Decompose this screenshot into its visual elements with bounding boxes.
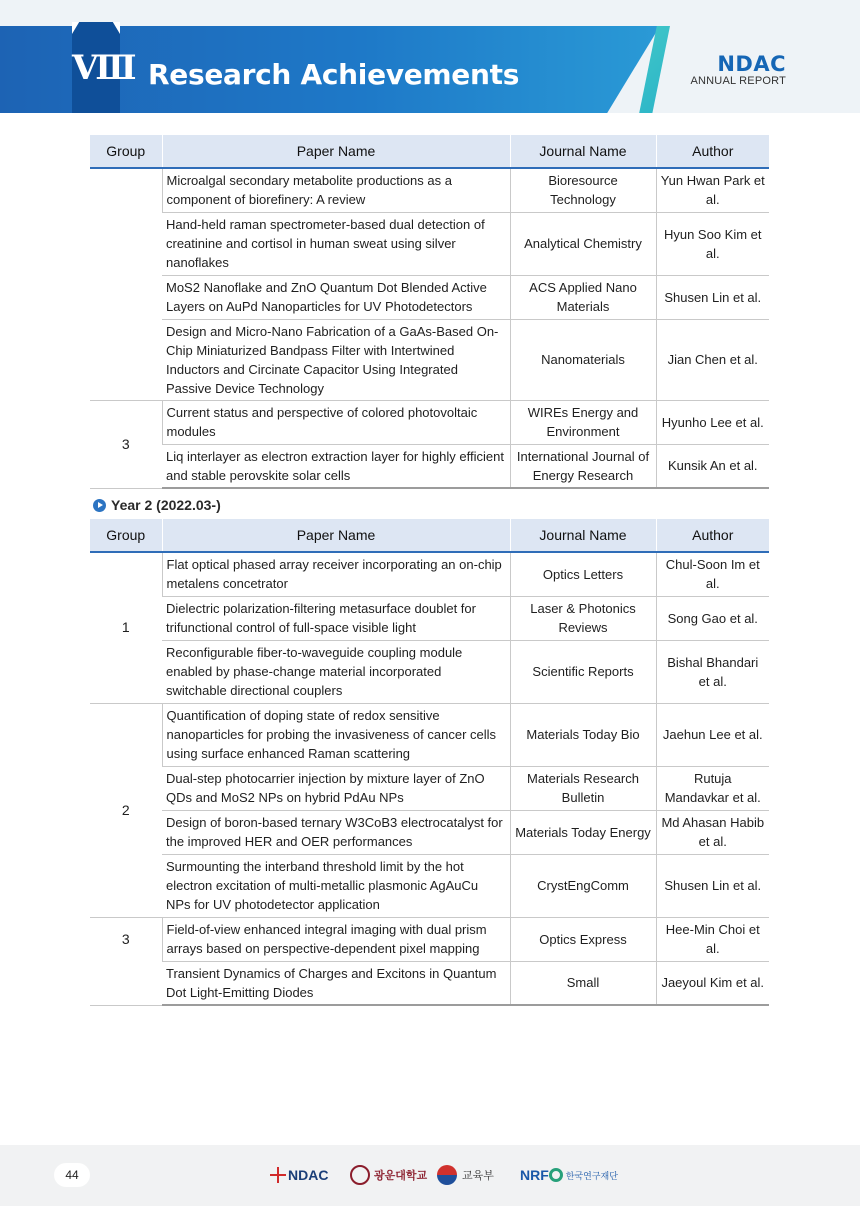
author-cell: Hyunho Lee et al. <box>656 400 769 444</box>
group-cell: 2 <box>90 703 162 917</box>
paper-cell: Dual-step photocarrier injection by mixture layer of ZnO QDs and MoS2 NPs on hybrid PdAu NPs <box>162 766 510 810</box>
journal-cell: Optics Letters <box>510 552 656 596</box>
chapter-number: Ⅷ <box>72 48 135 88</box>
taeguk-icon <box>437 1165 457 1185</box>
table-row <box>90 854 769 917</box>
university-seal-icon <box>350 1165 370 1185</box>
table-row <box>90 917 769 961</box>
page-title: Research Achievements <box>148 58 520 91</box>
author-cell: Jaeyoul Kim et al. <box>656 961 769 1005</box>
journal-cell: Scientific Reports <box>510 640 656 703</box>
brand-name: NDAC <box>717 52 786 76</box>
table-row <box>90 319 769 400</box>
brand-subtitle: ANNUAL REPORT <box>690 75 786 87</box>
table-row <box>90 275 769 319</box>
paper-cell: Quantification of doping state of redox sensitive nanoparticles for probing the invasiveness of cancer cells using surface enhanced Raman scattering <box>162 703 510 766</box>
author-cell: Jian Chen et al. <box>656 319 769 400</box>
author-cell: Hyun Soo Kim et al. <box>656 212 769 275</box>
author-cell: Shusen Lin et al. <box>656 854 769 917</box>
moe-logo-text: 교육부 <box>462 1170 494 1182</box>
table-row <box>90 444 769 488</box>
col-header-paper: Paper Name <box>162 519 510 552</box>
journal-cell: Laser & Photonics Reviews <box>510 596 656 640</box>
ndac-logo <box>270 1161 328 1189</box>
paper-cell: Current status and perspective of colored photovoltaic modules <box>162 400 510 444</box>
page-footer <box>0 1145 860 1206</box>
paper-cell: Liq interlayer as electron extraction layer for highly efficient and stable perovskite solar cells <box>162 444 510 488</box>
journal-cell: Nanomaterials <box>510 319 656 400</box>
ndac-star-icon <box>270 1167 286 1183</box>
journal-cell: Analytical Chemistry <box>510 212 656 275</box>
kwangwoon-logo <box>350 1161 427 1189</box>
author-cell: Rutuja Mandavkar et al. <box>656 766 769 810</box>
nrf-logo-subtext: 한국연구재단 <box>565 1170 618 1181</box>
paper-cell: Dielectric polarization-filtering metasurface doublet for trifunctional control of full-space visible light <box>162 596 510 640</box>
table-row <box>90 766 769 810</box>
paper-cell: Microalgal secondary metabolite productions as a component of biorefinery: A review <box>162 168 510 212</box>
table-row <box>90 212 769 275</box>
journal-cell: Materials Today Bio <box>510 703 656 766</box>
paper-cell: Flat optical phased array receiver incorporating an on-chip metalens concetrator <box>162 552 510 596</box>
table-row <box>90 640 769 703</box>
nrf-ring-icon <box>549 1168 563 1182</box>
paper-cell: Surmounting the interband threshold limit by the hot electron excitation of multi-metallic plasmonic AgAuCu NPs for UV photodetector application <box>162 854 510 917</box>
journal-cell: CrystEngComm <box>510 854 656 917</box>
paper-cell: Hand-held raman spectrometer-based dual detection of creatinine and cortisol in human sweat using silver nanoflakes <box>162 212 510 275</box>
group-cell: 3 <box>90 400 162 488</box>
col-header-group: Group <box>90 135 162 168</box>
table-row <box>90 961 769 1005</box>
author-cell: Kunsik An et al. <box>656 444 769 488</box>
section-heading-text: Year 2 (2022.03-) <box>111 497 221 513</box>
col-header-author: Author <box>656 135 769 168</box>
journal-cell: WIREs Energy and Environment <box>510 400 656 444</box>
ndac-logo-text: NDAC <box>288 1167 329 1183</box>
author-cell: Jaehun Lee et al. <box>656 703 769 766</box>
journal-cell: Optics Express <box>510 917 656 961</box>
journal-cell: Materials Research Bulletin <box>510 766 656 810</box>
table-row <box>90 400 769 444</box>
table-row <box>90 703 769 766</box>
publications-table-year1 <box>90 135 769 489</box>
journal-cell: International Journal of Energy Research <box>510 444 656 488</box>
table-header-row <box>90 519 769 552</box>
col-header-paper: Paper Name <box>162 135 510 168</box>
author-cell: Hee-Min Choi et al. <box>656 917 769 961</box>
paper-cell: Reconfigurable fiber-to-waveguide coupling module enabled by phase-change material incorporated switchable directional couplers <box>162 640 510 703</box>
page-number: 44 <box>54 1163 90 1187</box>
table-row <box>90 596 769 640</box>
ministry-of-education-logo <box>437 1161 494 1189</box>
brand-block <box>690 53 786 87</box>
journal-cell: ACS Applied Nano Materials <box>510 275 656 319</box>
col-header-group: Group <box>90 519 162 552</box>
kwangwoon-logo-text: 광운대학교 <box>374 1170 428 1182</box>
col-header-journal: Journal Name <box>510 519 656 552</box>
paper-cell: Transient Dynamics of Charges and Excitons in Quantum Dot Light-Emitting Diodes <box>162 961 510 1005</box>
paper-cell: Field-of-view enhanced integral imaging with dual prism arrays based on perspective-dependent pixel mapping <box>162 917 510 961</box>
journal-cell: Materials Today Energy <box>510 810 656 854</box>
table-row <box>90 168 769 212</box>
table-header-row <box>90 135 769 168</box>
author-cell: Shusen Lin et al. <box>656 275 769 319</box>
play-circle-icon <box>93 499 106 512</box>
col-header-journal: Journal Name <box>510 135 656 168</box>
author-cell: Song Gao et al. <box>656 596 769 640</box>
nrf-logo <box>520 1161 618 1189</box>
author-cell: Bishal Bhandari et al. <box>656 640 769 703</box>
group-cell <box>90 168 162 400</box>
journal-cell: Small <box>510 961 656 1005</box>
author-cell: Chul-Soon Im et al. <box>656 552 769 596</box>
table-row <box>90 810 769 854</box>
nrf-logo-text: NRF <box>520 1167 549 1183</box>
group-cell: 1 <box>90 552 162 703</box>
group-cell: 3 <box>90 917 162 1005</box>
paper-cell: MoS2 Nanoflake and ZnO Quantum Dot Blended Active Layers on AuPd Nanoparticles for UV Photodetectors <box>162 275 510 319</box>
journal-cell: Bioresource Technology <box>510 168 656 212</box>
paper-cell: Design and Micro-Nano Fabrication of a GaAs-Based On-Chip Miniaturized Bandpass Filter with Intertwined Inductors and Circinate Capacitor Using Integrated Passive Device Technology <box>162 319 510 400</box>
header-banner <box>0 0 860 113</box>
author-cell: Yun Hwan Park et al. <box>656 168 769 212</box>
section-heading-year2 <box>93 497 221 513</box>
paper-cell: Design of boron-based ternary W3CoB3 electrocatalyst for the improved HER and OER performances <box>162 810 510 854</box>
author-cell: Md Ahasan Habib et al. <box>656 810 769 854</box>
table-row <box>90 552 769 596</box>
col-header-author: Author <box>656 519 769 552</box>
publications-table-year2 <box>90 519 769 1006</box>
